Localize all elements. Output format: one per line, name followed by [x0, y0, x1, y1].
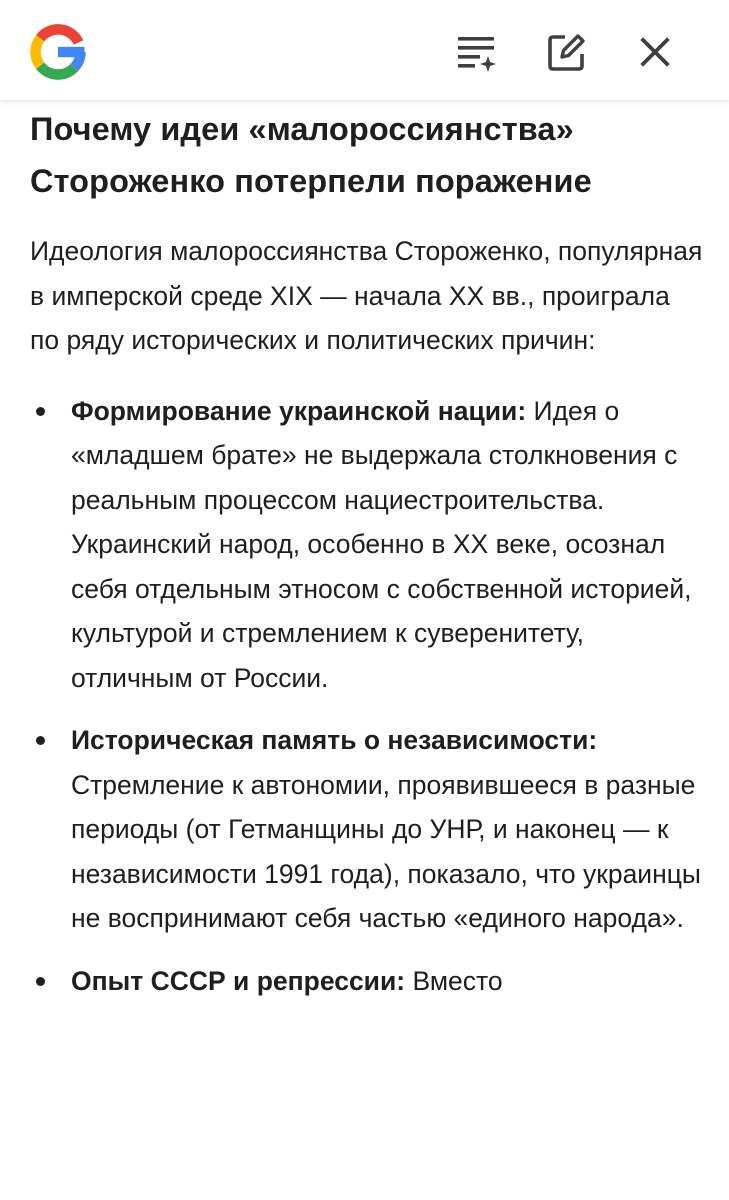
- list-sparkle-icon: [454, 30, 498, 74]
- edit-button[interactable]: [541, 26, 593, 78]
- list-item-heading: Опыт СССР и репрессии:: [71, 965, 406, 996]
- close-button[interactable]: [629, 26, 681, 78]
- edit-icon: [545, 30, 589, 74]
- article-content: [30, 100, 705, 1200]
- close-icon: [633, 30, 677, 74]
- list-item-heading: Формирование украинской нации:: [71, 395, 527, 426]
- bullet-icon: [36, 407, 45, 416]
- bullet-icon: [36, 977, 45, 986]
- google-logo-icon[interactable]: [30, 24, 86, 80]
- list-item-text: Стремление к автономии, проявившееся в разные периоды (от Гетманщины до УНР, и наконец — к независимости 1991 года), показало, что украинцы не воспринимают себя частью «единого народа».: [71, 769, 701, 933]
- list-item-text: Идея о «младшем брате» не выдержала столкновения с реальным процессом нациестроительства. Украинский народ, особенно в XX веке, осознал себя отдельным этносом с собственной историей, культурой и стремлением к суверенитету, отличным от России.: [71, 395, 692, 693]
- list-item: [30, 718, 705, 941]
- article-intro: Идеология малороссиянства Стороженко, популярная в имперской среде XIX — начала XX вв., проиграла по ряду исторических и политических причин:: [30, 236, 703, 355]
- list-item: [30, 389, 705, 701]
- list-item-text: Вместо: [405, 965, 503, 996]
- bullet-list: [30, 389, 705, 1004]
- article-title: Почему идеи «малороссиянства» Стороженко потерпели поражение: [30, 111, 592, 199]
- summary-list-button[interactable]: [450, 26, 502, 78]
- list-item: [30, 959, 705, 1004]
- list-item-heading: Историческая память о независимости:: [71, 725, 598, 755]
- top-app-bar: [0, 0, 729, 100]
- bullet-icon: [36, 736, 45, 745]
